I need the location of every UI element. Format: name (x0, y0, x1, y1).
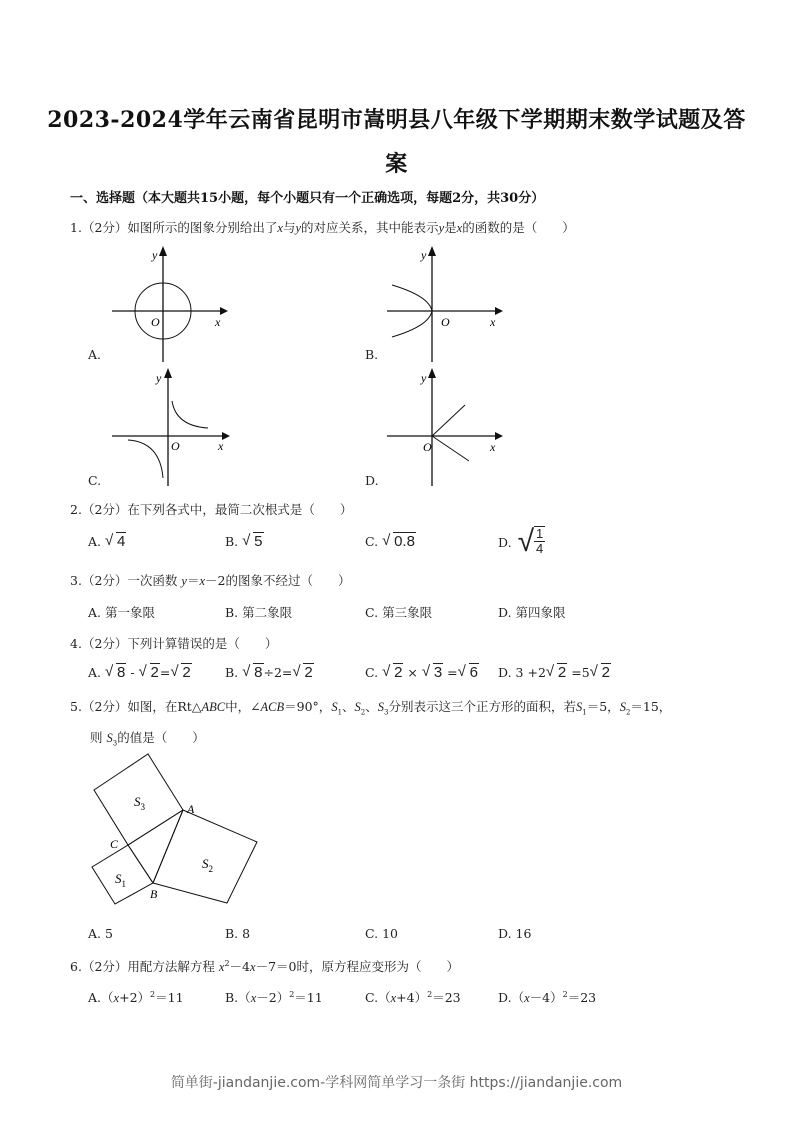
stem-text: ＝5， (586, 699, 620, 714)
sqrt-expression (458, 664, 479, 681)
sqrt-expression (292, 664, 313, 681)
var-s: S (619, 700, 626, 714)
numerator: 1 (536, 526, 544, 541)
stem-text: 是 (444, 220, 457, 235)
stem-text: 如图所示的图象分别给出了 (127, 220, 278, 235)
option-text: 8 (242, 926, 251, 941)
stem-text: ＝90°， (284, 699, 332, 714)
question-1-stem (70, 218, 575, 236)
q6-option-d (498, 988, 596, 1006)
option-label: A. (88, 665, 102, 680)
option-label: B. (225, 534, 239, 549)
sqrt-expression (242, 533, 263, 550)
stem-text: 、 (365, 699, 378, 714)
q1-figure-a-circle-graph (108, 244, 228, 364)
operator: × (403, 665, 422, 680)
option-text: 10 (382, 926, 398, 941)
expr: －4） (529, 990, 563, 1005)
denominator: 4 (536, 541, 544, 556)
subscript: 2 (360, 708, 366, 717)
radical-sign: √ (517, 525, 535, 558)
footer-watermark: 简单街-jiandanjie.com-学科网简单学习一条街 https://jiandanjie.com (170, 1075, 623, 1091)
q1-figure-b-parabola-graph (385, 244, 505, 364)
svg-text:y: y (421, 371, 427, 385)
angle-name: ACB (260, 700, 285, 714)
option-label: C. (365, 534, 379, 549)
q1-option-d-label: D. (365, 473, 379, 488)
stem-text: －2的图象不经过（ ） (205, 573, 351, 588)
stem-text: ＝15， (630, 699, 672, 714)
stem-text: 中，∠ (225, 699, 261, 714)
stem-text: 与 (282, 220, 296, 235)
question-number: 6. (70, 959, 82, 974)
var-x: x (456, 221, 463, 235)
svg-text:y: y (421, 248, 427, 262)
sqrt-expression (105, 533, 126, 550)
sqrt-expression (422, 664, 443, 681)
q1-option-b-label: B. (365, 347, 379, 362)
sqrt-expression (170, 664, 191, 681)
stem-text: 用配方法解方程 (127, 959, 215, 974)
stem-text: 如图，在Rt△ (127, 699, 202, 714)
q2-option-d (498, 527, 545, 557)
var-x: x (524, 991, 530, 1005)
radicand: 3 (433, 664, 443, 681)
var-y: y (438, 221, 445, 235)
q6-option-a (88, 988, 184, 1006)
subscript: 1 (337, 708, 343, 717)
var-s: S (331, 700, 338, 714)
svg-text:x: x (490, 315, 496, 329)
expr: ＝11 (155, 990, 184, 1005)
q1-figure-d-rays-graph (385, 366, 505, 488)
q4-option-c (365, 664, 479, 681)
question-number: 3. (70, 573, 82, 588)
option-label: D. (498, 605, 512, 620)
q5-option-a (88, 926, 113, 941)
q3-option-a (88, 603, 155, 621)
subscript: 2 (625, 708, 631, 717)
q1-option-c-label: C. (88, 473, 102, 488)
radicand: 0.8 (394, 533, 415, 550)
paren: （ (101, 990, 114, 1005)
svg-text:A: A (187, 802, 195, 816)
q4-option-a (88, 664, 192, 681)
question-score: （2分） (81, 220, 128, 235)
stem-text: ＝ (186, 573, 200, 588)
sqrt-expression (382, 533, 416, 550)
expr: +4） (396, 990, 428, 1005)
q2-option-c (365, 533, 416, 550)
question-2-stem (70, 500, 352, 518)
var-y: y (295, 221, 302, 235)
svg-text:O: O (151, 315, 160, 329)
stem-text: －4 (229, 959, 250, 974)
superscript: 2 (150, 989, 156, 999)
svg-text:S3: $S_3$ (134, 794, 145, 812)
stem-text: 在下列各式中，最简二次根式是（ ） (127, 502, 353, 517)
superscript: 2 (289, 989, 295, 999)
sqrt-expression (105, 664, 126, 681)
subscript: 3 (384, 708, 389, 717)
stem-text: 的函数的是（ ） (462, 220, 575, 235)
superscript: 2 (427, 989, 433, 999)
q5-pythagoras-squares-figure (80, 750, 280, 920)
radicand: 8 (117, 664, 126, 681)
question-5-stem-line1 (70, 697, 671, 717)
radicand: 5 (254, 533, 263, 550)
var-x: x (113, 991, 120, 1005)
expr: ＝23 (567, 990, 597, 1005)
option-label: A. (88, 926, 102, 941)
stem-text: 、 (342, 699, 355, 714)
q2-option-b (225, 533, 264, 550)
document-title-line1: 2023-2024学年云南省昆明市嵩明县八年级下学期期末数学试题及答 (47, 107, 746, 133)
svg-text:S1: $S_1$ (115, 871, 126, 889)
var-x: x (218, 960, 225, 974)
sqrt-expression (139, 664, 160, 681)
expr: －2） (256, 990, 290, 1005)
expr: +2） (119, 990, 151, 1005)
stem-text: 的对应关系，其中能表示 (301, 220, 439, 235)
option-label: C. (365, 990, 379, 1005)
q3-option-c (365, 603, 432, 621)
triangle-name: ABC (201, 700, 226, 714)
var-x: x (199, 574, 206, 588)
operator: = (159, 665, 171, 680)
option-label: B. (225, 605, 239, 620)
radicand: 2 (150, 664, 159, 681)
option-label: C. (365, 605, 379, 620)
radicand: 6 (469, 664, 478, 681)
document-title-line2: 案 (385, 151, 408, 177)
question-3-stem (70, 571, 351, 589)
stem-text: 的值是（ ） (117, 730, 205, 745)
option-label: D. (498, 926, 512, 941)
option-label: C. (365, 665, 379, 680)
q4-option-b (225, 664, 314, 681)
svg-text:y: y (156, 371, 162, 385)
option-label: A. (88, 534, 102, 549)
radicand: 4 (117, 533, 126, 550)
option-label: A. (88, 605, 102, 620)
question-4-stem (70, 634, 277, 652)
question-6-stem (70, 957, 459, 975)
q5-option-d (498, 926, 531, 941)
option-text: 第一象限 (105, 605, 156, 620)
var-x: x (277, 221, 283, 235)
stem-text: 分别表示这三个正方形的面积，若 (388, 699, 577, 714)
stem-text: －7＝0时，原方程应变形为（ ） (255, 959, 459, 974)
q2-option-a (88, 533, 126, 550)
var-s: S (354, 700, 361, 714)
option-label: B. (225, 926, 239, 941)
svg-text:O: O (171, 439, 180, 453)
q3-option-d (498, 603, 566, 621)
operator: - (126, 665, 139, 680)
question-5-stem-line2 (90, 728, 205, 748)
q4-option-d (498, 664, 611, 681)
var-x: x (250, 991, 257, 1005)
option-label: A. (88, 990, 102, 1005)
operator: =5 (567, 665, 590, 680)
svg-text:O: O (441, 315, 450, 329)
radicand: 8 (254, 664, 263, 681)
option-label: D. (498, 665, 512, 680)
q5-option-c (365, 926, 398, 941)
operator: ÷2= (263, 665, 293, 680)
question-number: 1. (70, 220, 82, 235)
q6-option-c (365, 988, 461, 1006)
svg-text:x: x (215, 315, 221, 329)
svg-text:x: x (490, 440, 496, 454)
option-label: D. (498, 990, 512, 1005)
option-text: 第三象限 (382, 605, 433, 620)
option-label: C. (365, 926, 379, 941)
svg-text:x: x (218, 439, 224, 453)
var-s: S (106, 731, 113, 745)
subscript: 1 (582, 708, 587, 717)
var-y: y (181, 574, 187, 588)
var-s: S (576, 700, 583, 714)
question-number: 4. (70, 636, 82, 651)
question-score: （2分） (81, 502, 128, 517)
section-heading: 一、选择题（本大题共15小题，每个小题只有一个正确选项，每题2分，共30分） (70, 191, 545, 206)
option-label: B. (225, 665, 239, 680)
question-score: （2分） (81, 636, 128, 651)
superscript: 2 (224, 958, 230, 968)
svg-text:S2: $S_2$ (202, 856, 213, 874)
radicand: 2 (557, 664, 567, 681)
operand: 3 +2 (515, 665, 546, 680)
option-label: B. (225, 990, 239, 1005)
stem-text: 则 (90, 730, 103, 745)
superscript: 2 (562, 989, 568, 999)
sqrt-fraction-expression (518, 527, 546, 557)
sqrt-expression (242, 664, 263, 681)
question-score: （2分） (81, 573, 128, 588)
option-text: 第四象限 (515, 605, 566, 620)
sqrt-expression (382, 664, 403, 681)
radicand: 2 (182, 664, 191, 681)
q3-option-b (225, 603, 292, 621)
stem-text: 一次函数 (127, 573, 178, 588)
radicand: 2 (601, 664, 610, 681)
var-x: x (250, 960, 256, 974)
sqrt-expression (546, 664, 567, 681)
paren: （ (238, 990, 251, 1005)
stem-text: 下列计算错误的是（ ） (127, 636, 278, 651)
option-text: 5 (105, 926, 113, 941)
paren: （ (378, 990, 391, 1005)
q1-option-a-label: A. (88, 347, 102, 362)
question-score: （2分） (81, 699, 128, 714)
expr: ＝23 (432, 990, 461, 1005)
sqrt-expression (590, 664, 611, 681)
option-label: D. (498, 534, 512, 550)
svg-text:C: C (110, 837, 119, 851)
fraction (534, 526, 545, 556)
svg-text:y: y (152, 248, 158, 262)
question-number: 2. (70, 502, 82, 517)
svg-text:O: O (423, 440, 432, 454)
operator: = (443, 665, 458, 680)
option-text: 16 (515, 926, 532, 941)
paren: （ (511, 990, 525, 1005)
expr: ＝11 (294, 990, 323, 1005)
q5-option-b (225, 926, 250, 941)
radicand: 2 (394, 664, 403, 681)
option-text: 第二象限 (242, 605, 293, 620)
q6-option-b (225, 988, 323, 1006)
question-number: 5. (70, 699, 82, 714)
svg-text:B: B (150, 887, 158, 901)
var-x: x (390, 991, 397, 1005)
q1-figure-c-hyperbola-graph (108, 366, 232, 488)
radicand: 2 (304, 664, 313, 681)
var-s: S (377, 700, 385, 714)
subscript: 3 (112, 739, 118, 748)
question-score: （2分） (81, 959, 128, 974)
